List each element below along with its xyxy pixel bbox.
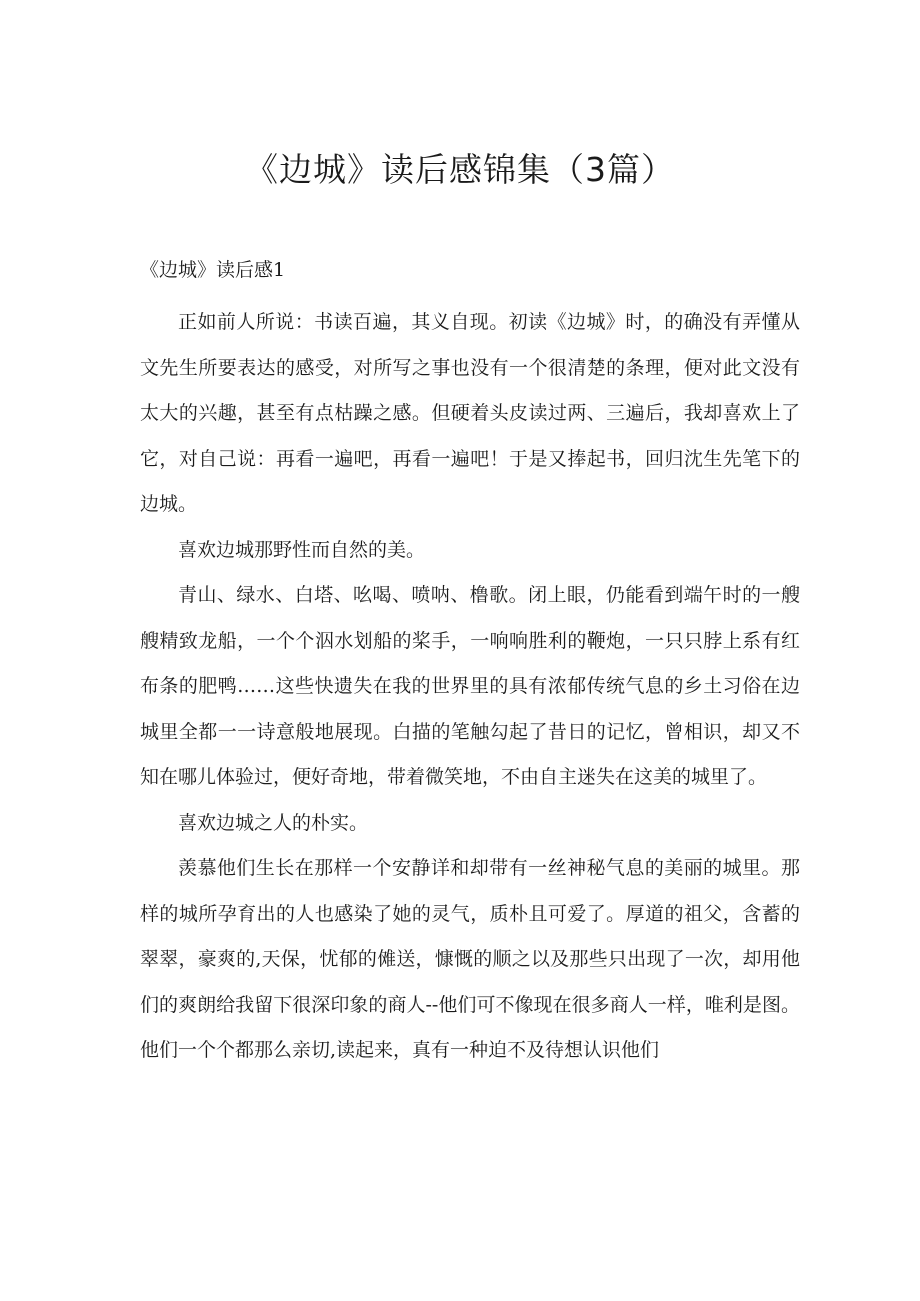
paragraph: 喜欢边城之人的朴实。: [178, 811, 369, 834]
paragraph: 正如前人所说：书读百遍，其义自现。初读《边城》时，的确没有弄懂从文先生所要表达的感受，对所写之事也没有一个很清楚的条理，便对此文没有太大的兴趣，甚至有点枯躁之感。但硬着头皮读过两、三遍后，我却喜欢上了它，对自己说：再看一遍吧，再看一遍吧！于是又捧起书，回归沈生先笔下的边城。: [140, 311, 800, 515]
body-text: [140, 300, 800, 1074]
paragraph: 羡慕他们生长在那样一个安静详和却带有一丝神秘气息的美丽的城里。那样的城所孕育出的人也感染了她的灵气，质朴且可爱了。厚道的祖父，含蓄的翠翠，豪爽的,天保，忧郁的傩送，慷慨的顺之以及那些只出现了一次，却用他们的爽朗给我留下很深印象的商人--他们可不像现在很多商人一样，唯利是图。他们一个个都那么亲切,读起来，真有一种迫不及待想认识他们: [140, 857, 800, 1061]
section-heading: 《边城》读后感1: [140, 259, 286, 281]
paragraph: 青山、绿水、白塔、吆喝、喷呐、橹歌。闭上眼，仍能看到端午时的一艘艘精致龙船，一个个泅水划船的桨手，一响响胜利的鞭炮，一只只脖上系有红布条的肥鸭……这些快遗失在我的世界里的具有浓郁传统气息的乡土习俗在边城里全都一一诗意般地展现。白描的笔触勾起了昔日的记忆，曾相识，却又不知在哪儿体验过，便好奇地，带着微笑地，不由自主迷失在这美的城里了。: [140, 584, 800, 788]
document-title: 《边城》读后感锦集（3篇）: [245, 150, 675, 189]
paragraph: 喜欢边城那野性而自然的美。: [178, 538, 426, 561]
